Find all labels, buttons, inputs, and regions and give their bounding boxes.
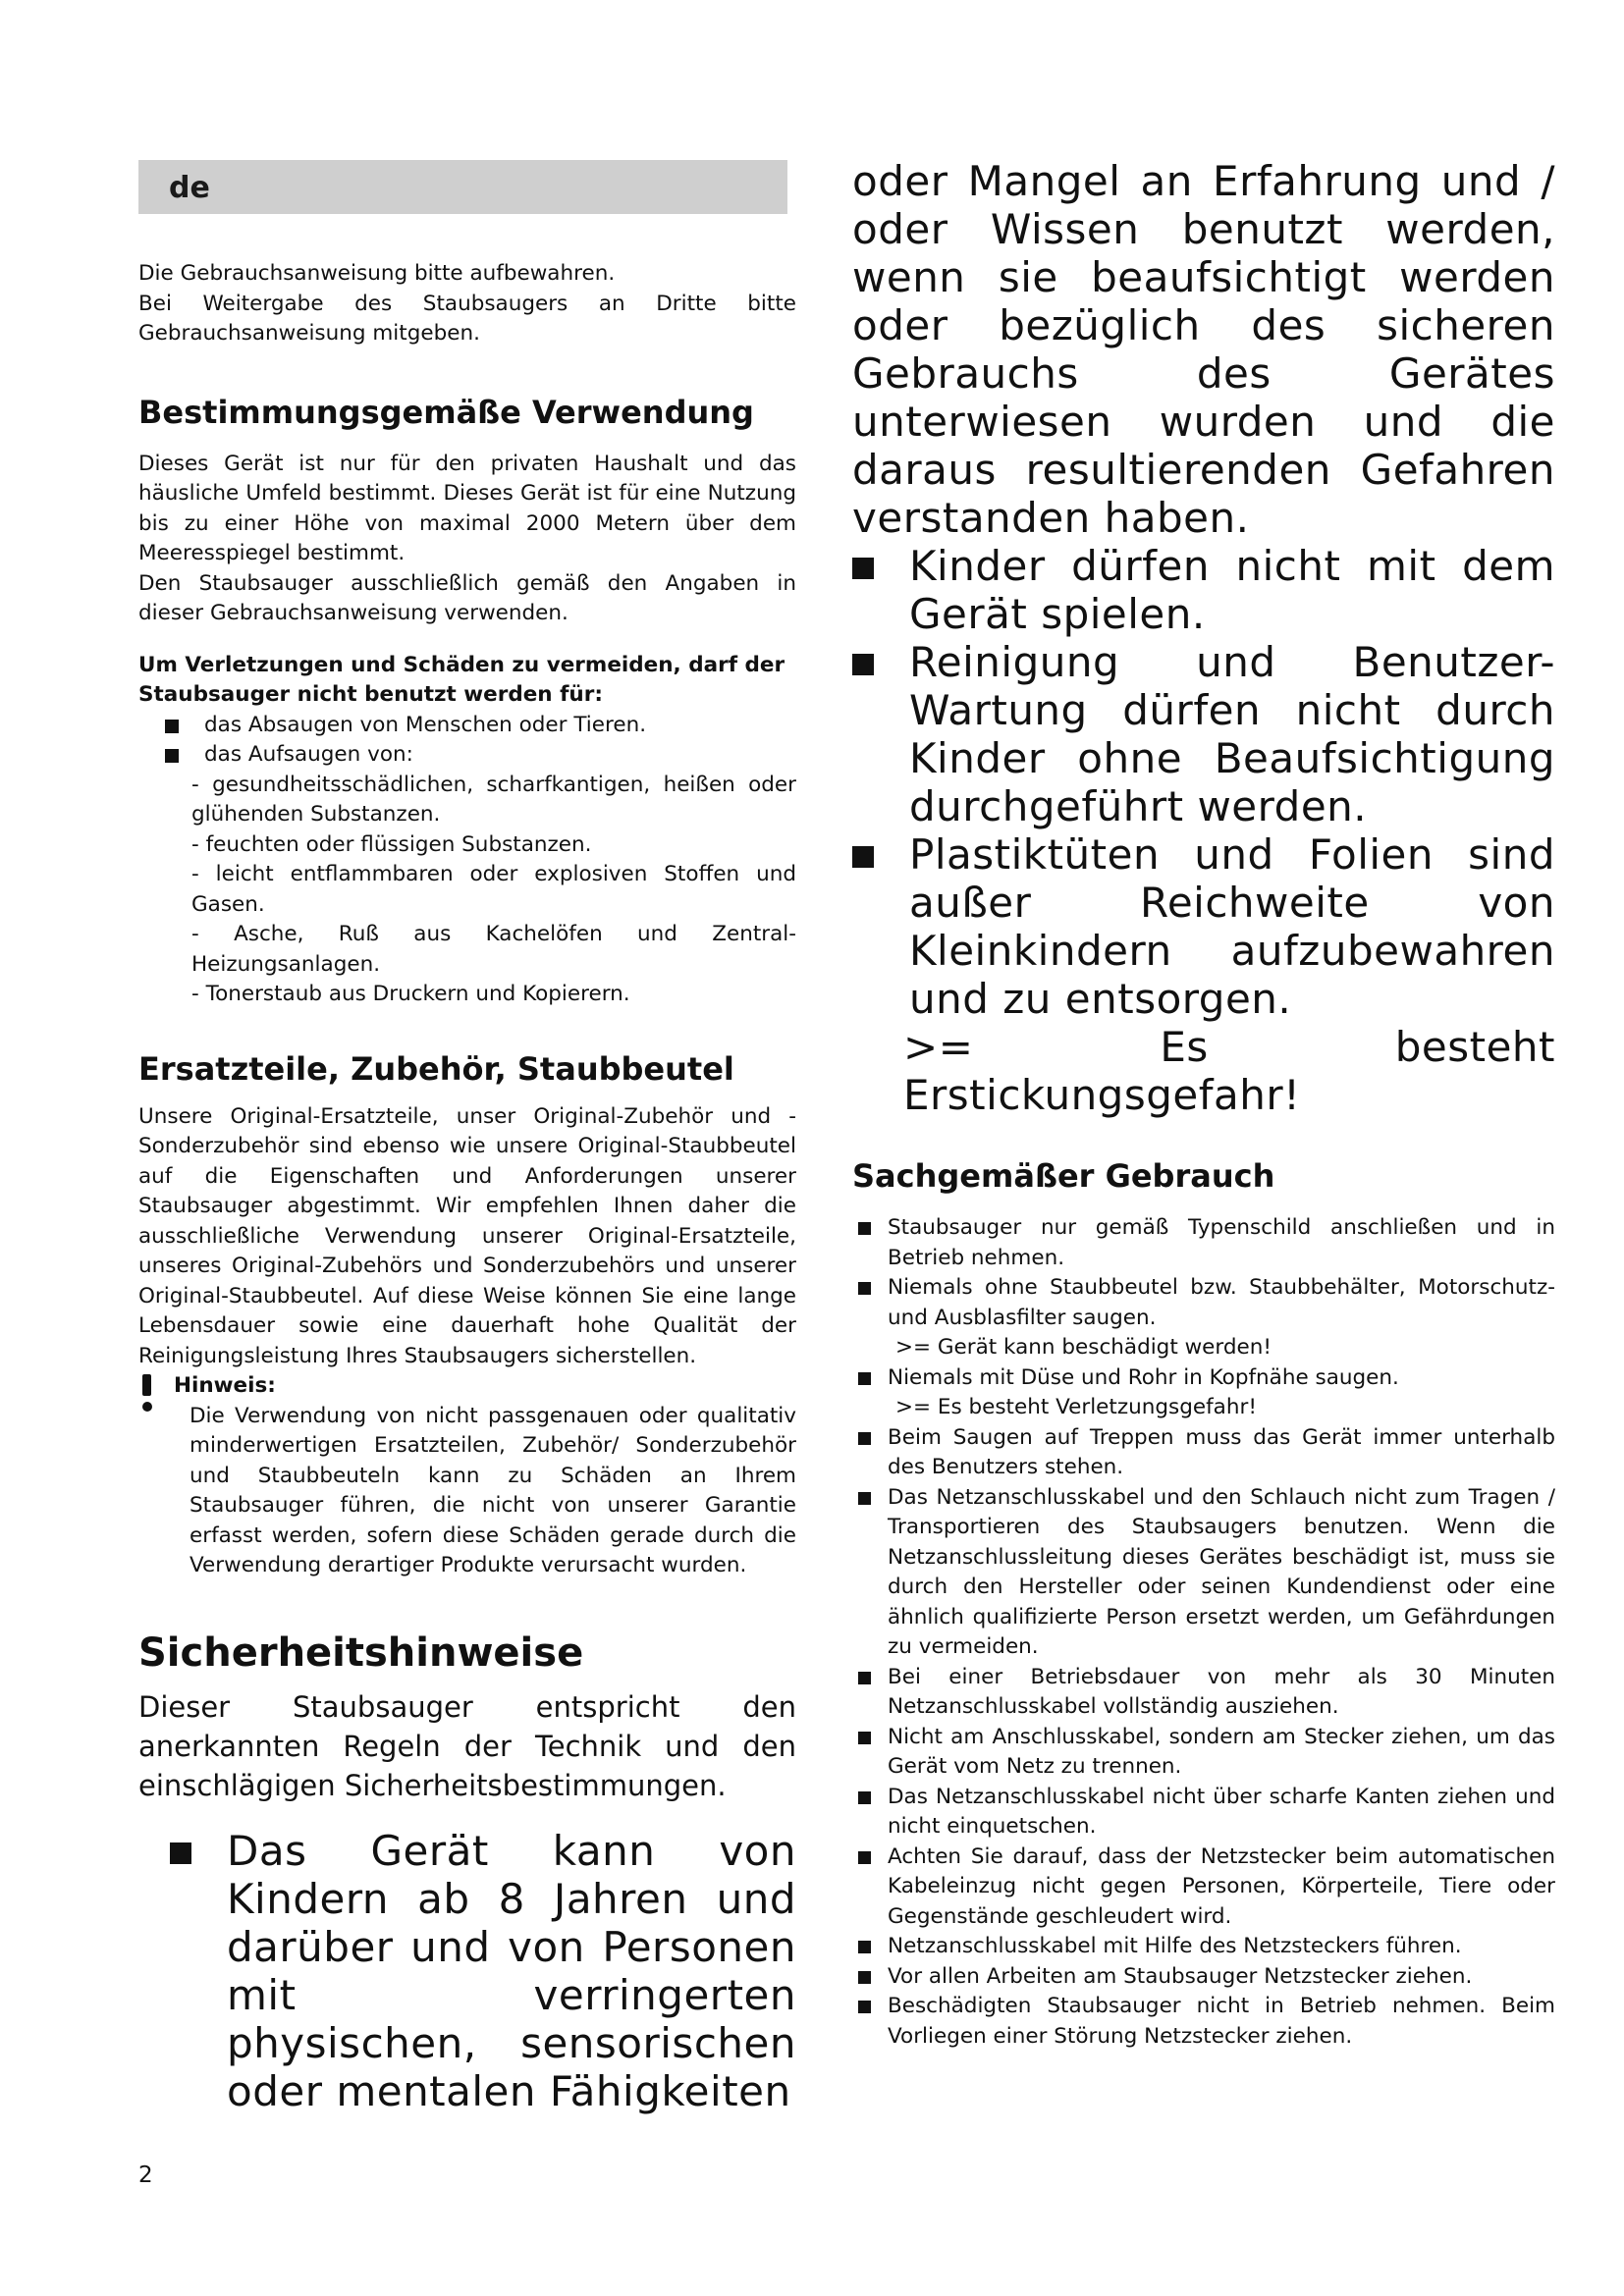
proper-use-bullet-1: Staubsauger nur gemäß Typenschild anschließen und in Betrieb nehmen. <box>852 1213 1555 1273</box>
warning-dash-4: - Asche, Ruß aus Kachelöfen und Zentral-Heizungsanlagen. <box>191 922 796 977</box>
children-text-right: oder Mangel an Erfahrung und / oder Wissen benutzt werden, wenn sie beaufsichtigt werden oder bezüglich des sicheren Gebrauchs des Gerätes unterwiesen wurden und die daraus resultierenden Gefahren verstanden haben. <box>852 157 1555 542</box>
proper-use-arrow-3: >= Es besteht Verletzungsgefahr! <box>895 1395 1257 1419</box>
warning-dash-3: - leicht entflammbaren oder explosiven Stoffen und Gasen. <box>191 862 796 917</box>
proper-use-bullet-8: Das Netzanschlusskabel nicht über scharfe Kanten ziehen und nicht einquetschen. <box>852 1783 1555 1842</box>
safety-big-arrow: >= Es besteht Erstickungsgefahr! <box>903 1023 1555 1119</box>
proper-use-arrow-2: >= Gerät kann beschädigt werden! <box>895 1335 1272 1360</box>
note-text: Die Verwendung von nicht passgenauen oder qualitativ minderwertigen Ersatzteilen, Zubehör/ Sonderzubehör und Staubbeuteln kann zu Schäden an Ihrem Staubsauger führen, die nicht von unserer Garantie erfasst werden, sofern diese Schäden gerade durch die Verwendung derartiger Produkte verursacht wurden. <box>189 1403 796 1577</box>
exclamation-icon <box>138 1374 156 1414</box>
warning-bullet-2: das Aufsaugen von: <box>138 740 796 771</box>
children-text-left: Das Gerät kann von Kindern ab 8 Jahren und darüber und von Personen mit verringerten physischen, sensorischen oder mentalen Fähigkeiten <box>170 1827 796 2115</box>
proper-use-bullet-5: Das Netzanschlusskabel und den Schlauch nicht zum Tragen / Transportieren des Staubsaugers benutzen. Wenn die Netzanschlussleitung dieses Gerätes beschädigt ist, muss sie durch den Hersteller oder seinen Kundendienst oder eine ähnlich qualifizierte Person ersetzt werden, um Gefährdungen zu vermeiden. <box>852 1483 1555 1663</box>
intended-use-title: Bestimmungsgemäße Verwendung <box>138 393 754 431</box>
language-label: de <box>169 171 210 205</box>
right-column <box>852 157 1555 2052</box>
intro-line-2: Bei Weitergabe des Staubsaugers an Dritte bitte Gebrauchsanweisung mitgeben. <box>138 291 796 346</box>
page-number: 2 <box>138 2163 153 2188</box>
proper-use-bullet-4: Beim Saugen auf Treppen muss das Gerät immer unterhalb des Benutzers stehen. <box>852 1423 1555 1483</box>
proper-use-bullet-2: Niemals ohne Staubbeutel bzw. Staubbehälter, Motorschutz- und Ausblasfilter saugen. <box>852 1273 1555 1333</box>
safety-big-bullet-1: Kinder dürfen nicht mit dem Gerät spielen. <box>852 542 1555 638</box>
spare-parts-text: Unsere Original-Ersatzteile, unser Original-Zubehör und -Sonderzubehör sind ebenso wie unsere Original-Staubbeutel auf die Eigenschaften und Anforderungen unserer Staubsauger abgestimmt. Wir empfehlen Ihnen daher die ausschließliche Verwendung unserer Original-Ersatzteile, unseres Original-Zubehörs und Sonderzubehörs und unserer Original-Staubbeutel. Auf diese Weise können Sie eine lange Lebensdauer sowie eine dauerhaft hohe Qualität der Reinigungsleistung Ihres Staubsaugers sicherstellen. <box>138 1103 796 1368</box>
left-column <box>138 259 796 2115</box>
warning-dash-2: - feuchten oder flüssigen Substanzen. <box>191 831 592 857</box>
proper-use-bullet-6: Bei einer Betriebsdauer von mehr als 30 Minuten Netzanschlusskabel vollständig ausziehen. <box>852 1663 1555 1723</box>
warning-dash-5: - Tonerstaub aus Druckern und Kopierern. <box>191 982 630 1006</box>
safety-big-bullet-3: Plastiktüten und Folien sind außer Reichweite von Kleinkindern aufzubewahren und zu entsorgen. <box>852 830 1555 1023</box>
note-block <box>138 1371 796 1402</box>
proper-use-bullet-9: Achten Sie darauf, dass der Netzstecker beim automatischen Kabeleinzug nicht gegen Personen, Körperteile, Tiere oder Gegenstände geschleudert wird. <box>852 1842 1555 1933</box>
proper-use-bullet-7: Nicht am Anschlusskabel, sondern am Stecker ziehen, um das Gerät vom Netz zu trennen. <box>852 1723 1555 1783</box>
safety-intro: Dieser Staubsauger entspricht den anerkannten Regeln der Technik und den einschlägigen Sicherheitsbestimmungen. <box>138 1689 796 1802</box>
proper-use-title: Sachgemäßer Gebrauch <box>852 1157 1275 1195</box>
note-title: Hinweis: <box>174 1373 276 1398</box>
proper-use-bullet-11: Vor allen Arbeiten am Staubsauger Netzstecker ziehen. <box>852 1962 1555 1993</box>
warning-dash-1: - gesundheitsschädlichen, scharfkantigen, heißen oder glühenden Substanzen. <box>191 772 796 827</box>
spare-parts-title: Ersatzteile, Zubehör, Staubbeutel <box>138 1049 734 1088</box>
proper-use-bullet-3: Niemals mit Düse und Rohr in Kopfnähe saugen. <box>852 1363 1555 1394</box>
intended-use-text-1: Dieses Gerät ist nur für den privaten Haushalt und das häusliche Umfeld bestimmt. Dieses Gerät ist für eine Nutzung bis zu einer Höhe von maximal 2000 Metern über dem Meeresspiegel bestimmt. <box>138 451 796 565</box>
language-bar <box>138 160 787 214</box>
proper-use-bullet-10: Netzanschlusskabel mit Hilfe des Netzsteckers führen. <box>852 1932 1555 1962</box>
warning-heading: Um Verletzungen und Schäden zu vermeiden, darf der Staubsauger nicht benutzt werden für: <box>138 652 785 707</box>
intended-use-text-2: Den Staubsauger ausschließlich gemäß den Angaben in dieser Gebrauchsanweisung verwenden. <box>138 570 796 625</box>
safety-big-bullet-2: Reinigung und Benutzer-Wartung dürfen nicht durch Kinder ohne Beaufsichtigung durchgeführt werden. <box>852 638 1555 830</box>
proper-use-bullet-12: Beschädigten Staubsauger nicht in Betrieb nehmen. Beim Vorliegen einer Störung Netzstecker ziehen. <box>852 1992 1555 2052</box>
warning-bullet-1: das Absaugen von Menschen oder Tieren. <box>138 711 796 741</box>
intro-line-1: Die Gebrauchsanweisung bitte aufbewahren. <box>138 261 616 286</box>
safety-title: Sicherheitshinweise <box>138 1629 584 1676</box>
